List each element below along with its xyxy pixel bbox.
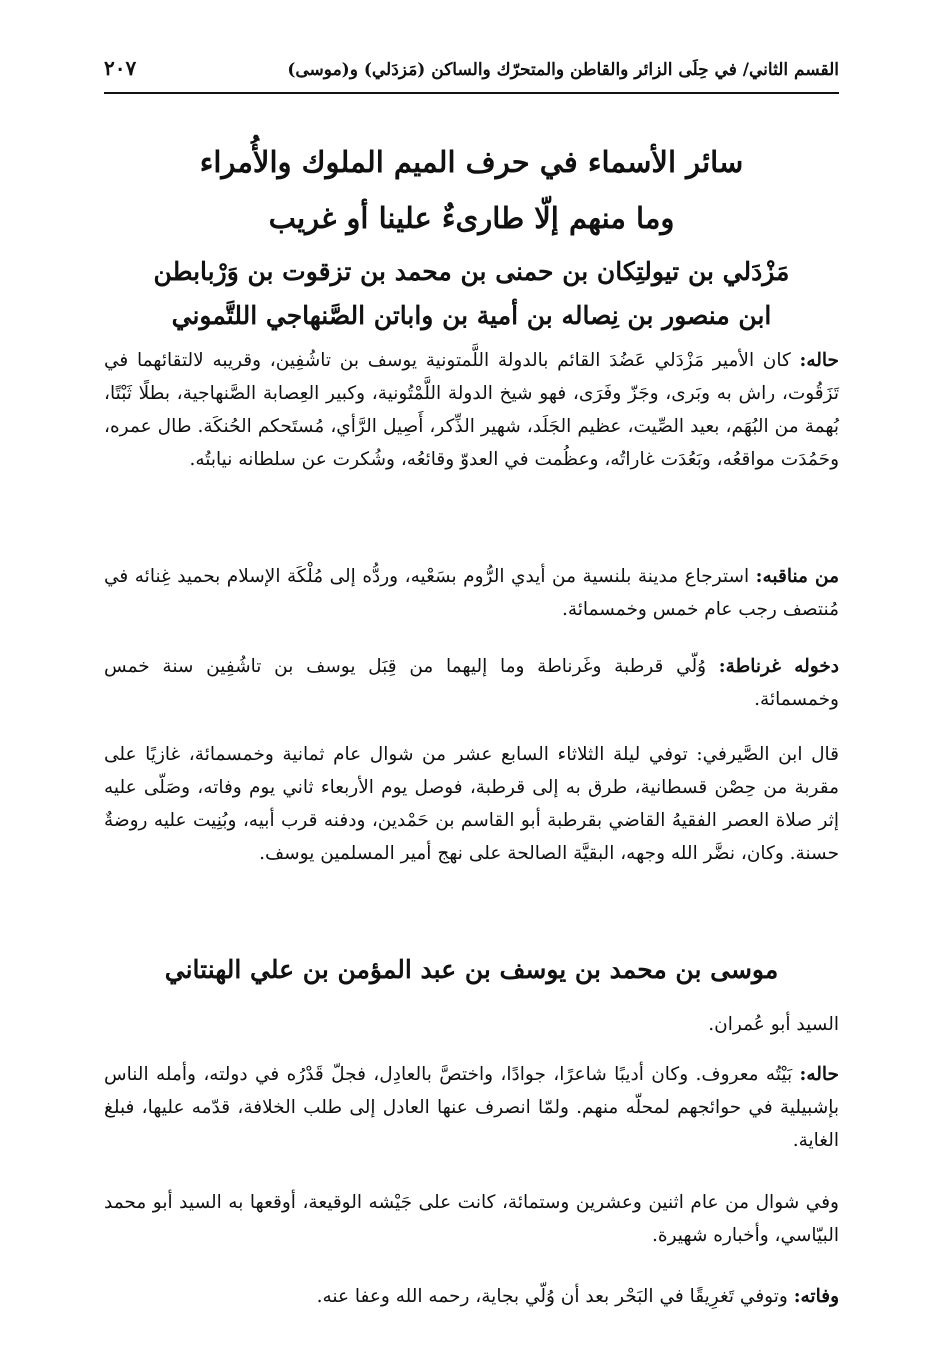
chapter-title-line-2: وما منهم إلّا طارىءٌ علينا أو غريب	[268, 201, 675, 235]
paragraph-text: قال ابن الصَّيرفي: توفي ليلة الثلاثاء السابع عشر من شوال عام ثمانية وخمسمائة، غازيًا على مقربة من حِصْن قسطانية، طرق به إلى قرطبة، فوصل يوم الأربعاء ثاني يوم وفاته، وصَلّى عليه إثر صلاة العصر الفقيهُ القاضي بقرطبة أبو القاسم بن حَمْدين، ودفنه قرب أبيه، وبُنِيت عليه روضةٌ حسنة. وكان، نضَّر الله وجهه، البقيَّة الصالحة على نهج أمير المسلمين يوسف.	[104, 744, 839, 864]
paragraph-dukhul-gharnata	[104, 650, 839, 716]
section-label: دخوله غرناطة:	[718, 656, 839, 677]
paragraph-haluhu	[104, 344, 839, 476]
chapter-title	[104, 134, 839, 246]
paragraph-text: وفي شوال من عام اثنين وعشرين وستمائة، كانت على جَيْشه الوقيعة، أوقعها به السيد أبو محمد البيّاسي، وأخباره شهيرة.	[104, 1192, 839, 1246]
paragraph-text: السيد أبو عُمران.	[708, 1014, 839, 1035]
running-title: القسم الثاني/ في حِلَى الزائر والقاطن والمتحرّك والساكن (مَزدَلي) و(موسى)	[287, 60, 839, 80]
entry-heading-line-2: ابن منصور بن نِصاله بن أمية بن واباتن الصَّنهاجي اللتَّموني	[171, 301, 772, 330]
paragraph-text: بَيْتُه معروف. وكان أديبًا شاعرًا، جوادًا، واختصَّ بالعادِل، فجلّ قَدْرُه في دولته، وأمله الناس بإشبيلية في حوائجهم لمحلّه منهم. ولمّا انصرف عنها العادل إلى طلب الخلافة، قدّمه عليها، فبلغ الغاية.	[104, 1064, 839, 1151]
chapter-title-line-1: سائر الأسماء في حرف الميم الملوك والأُمراء	[199, 145, 744, 179]
paragraph-manaqib	[104, 560, 839, 626]
paragraph-shawwal	[104, 1186, 839, 1252]
section-label: حاله:	[799, 1064, 839, 1085]
section-label: من مناقبه:	[755, 566, 839, 587]
entry-heading-musa	[104, 948, 839, 992]
page-number: ٢٠٧	[104, 56, 137, 80]
paragraph-text: وتوفي تَغرِيقًا في البَحْر بعد أن وُلّي بجاية، رحمه الله وعفا عنه.	[316, 1286, 794, 1307]
paragraph-haluhu-musa	[104, 1058, 839, 1157]
running-header	[104, 56, 839, 94]
paragraph-text: وُلّي قرطبة وغَرناطة وما إليهما من قِبَل يوسف بن تاشُفِين سنة خمس وخمسمائة.	[104, 656, 839, 710]
paragraph-kunya	[104, 1008, 839, 1041]
paragraph-ibn-sayrafi	[104, 738, 839, 870]
section-label: وفاته:	[793, 1286, 839, 1307]
section-label: حاله:	[799, 350, 839, 371]
entry-heading-mazdali	[104, 250, 839, 338]
paragraph-text: كان الأمير مَزْدَلي عَضُدَ القائم بالدولة اللَّمتونية يوسف بن تاشُفِين، وقريبه لالتقائهما في تَزَقُوت، راش به وبَرى، وجَزّ وفَرَى، فهو شيخ الدولة اللَّمْتُونية، وكبير العِصابة الصَّنهاجية، بطلًا ثَبْتًا، بُهمة من البُهَم، بعيد الصِّيت، عظيم الجَلَد، شهير الذِّكر، أَصِيل الرَّأي، مُستَحكم الحُنكَة. طال عمره، وحَمُدَت مواقعُه، وبَعُدَت غاراتُه، وعظُمت في العدوّ وقائعُه، وشُكرت عن سلطانه نيابتُه.	[104, 350, 839, 470]
entry-heading-line: موسى بن محمد بن يوسف بن عبد المؤمن بن علي الهنتاني	[164, 955, 779, 984]
paragraph-wafatuhu	[104, 1280, 839, 1313]
entry-heading-line-1: مَزْدَلي بن تيولتِكان بن حمنى بن محمد بن تزقوت بن وَرْبابطن	[153, 257, 790, 286]
paragraph-text: استرجاع مدينة بلنسية من أيدي الرُّوم بسَعْيه، وردُّه إلى مُلْكَة الإسلام بحميد غِنائه في مُنتصف رجب عام خمس وخمسمائة.	[104, 566, 839, 620]
